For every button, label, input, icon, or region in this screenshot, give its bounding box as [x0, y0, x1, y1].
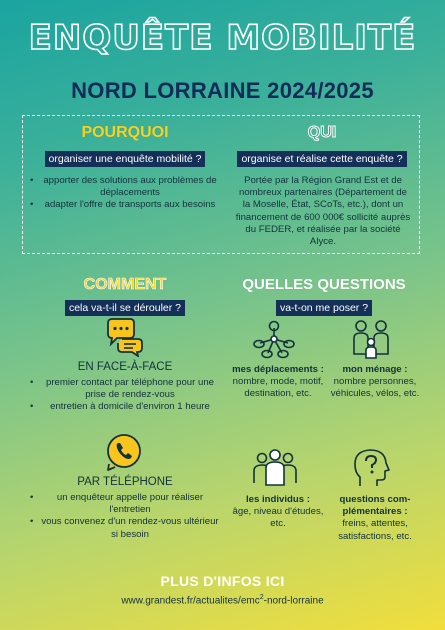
- individus-title: les individus :: [246, 494, 310, 505]
- pourquoi-tag-wrap: [40, 149, 210, 167]
- list-item: • adapter l'offre de transports aux besoins: [30, 199, 220, 211]
- network-nodes-icon: [252, 319, 296, 364]
- comment-tag-wrap: [40, 298, 210, 316]
- comment-tag: cela va-t-il se dérouler ?: [65, 300, 185, 316]
- complementaires-block: [330, 494, 420, 543]
- phone-title: PAR TÉLÉPHONE: [77, 476, 173, 488]
- qui-tag: organise et réalise cette enquête ?: [237, 151, 406, 167]
- footer-title: PLUS D'INFOS ICI: [160, 573, 285, 589]
- complementaires-text: freins, attentes, satisfactions, etc.: [338, 518, 412, 542]
- phone-icon: [104, 432, 144, 477]
- footer-link[interactable]: [0, 594, 445, 606]
- family-icon: [350, 318, 394, 365]
- face-list: [30, 377, 220, 414]
- menage-title: mon ménage :: [342, 364, 408, 375]
- menage-block: [330, 364, 420, 401]
- qui-text: Portée par la Région Grand Est et de nombreux partenaires (Département de la Moselle, État, SCoTs, etc.), dont un financement de 600 000€ sollicité auprès du FEDER, et réalisée par la société Alyce.: [235, 175, 411, 248]
- complementaires-title: questions com-plémentaires :: [339, 494, 411, 518]
- face-title: EN FACE-À-FACE: [77, 361, 173, 373]
- chat-bubbles-icon: [104, 317, 146, 362]
- footer-url-sup: 2: [259, 594, 264, 601]
- pourquoi-heading: POURQUOI: [81, 124, 169, 141]
- footer-url-prefix: www.grandest.fr/actualites/emc: [121, 595, 260, 607]
- questions-tag: va-t-on me poser ?: [276, 300, 372, 316]
- list-item: • vous convenez d'un rendez-vous ultérieur si besoin: [30, 516, 220, 540]
- group-icon: [250, 447, 300, 492]
- phone-list: [30, 492, 220, 541]
- deplacements-text: nombre, mode, motif, destination, etc.: [232, 376, 324, 400]
- pourquoi-tag: organiser une enquête mobilité ?: [45, 151, 206, 167]
- pourquoi-list: [30, 175, 220, 212]
- list-item: • premier contact par téléphone pour une prise de rendez-vous: [30, 377, 220, 401]
- menage-text: nombre personnes, véhicules, vélos, etc.: [330, 376, 420, 400]
- deplacements-block: [228, 364, 328, 401]
- individus-text: âge, niveau d'études, etc.: [232, 506, 324, 530]
- poster-subtitle: NORD LORRAINE 2024/2025: [71, 78, 374, 103]
- list-item: • entretien à domicile d'environ 1 heure: [30, 401, 220, 413]
- deplacements-title: mes déplacements :: [232, 364, 324, 375]
- list-item: • un enquêteur appelle pour réaliser l'entretien: [30, 492, 220, 516]
- poster-title: ENQUÊTE MOBILITÉ: [28, 18, 417, 58]
- questions-tag-wrap: [228, 298, 420, 316]
- qui-heading: QUI: [307, 124, 337, 141]
- questions-heading: QUELLES QUESTIONS: [242, 276, 406, 293]
- individus-block: [228, 494, 328, 531]
- footer-url-suffix: -nord-lorraine: [263, 595, 324, 607]
- qui-tag-wrap: [228, 149, 416, 167]
- comment-heading: COMMENT: [83, 276, 167, 293]
- list-item: • apporter des solutions aux problèmes de déplacements: [30, 175, 220, 199]
- question-head-icon: [352, 446, 392, 493]
